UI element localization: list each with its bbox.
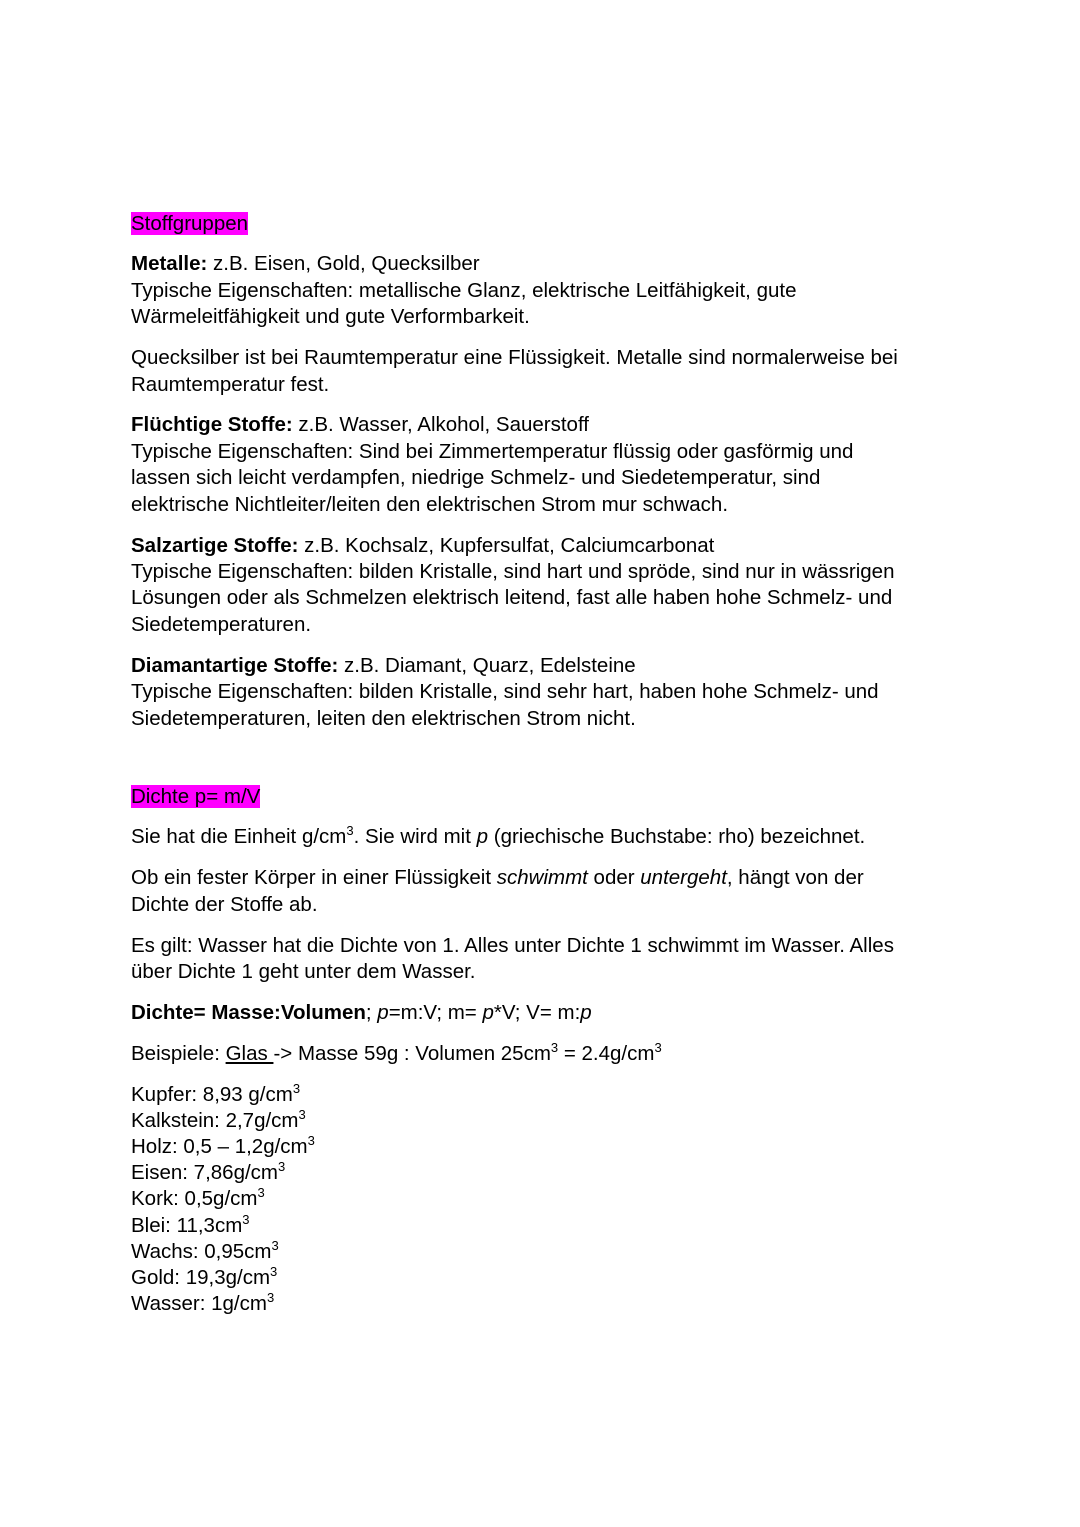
density-text: Gold: 19,3g/cm <box>131 1266 271 1290</box>
density-sup: 3 <box>298 1106 306 1122</box>
props-salzartige-line1: Typische Eigenschaften: bilden Kristalle, sind hart und spröde, sind nur in wässrigen <box>131 559 895 583</box>
density-sup: 3 <box>292 1080 301 1096</box>
density-text: Eisen: 7,86g/cm <box>131 1161 278 1185</box>
term-metalle: Metalle: <box>131 252 208 276</box>
formula-bold: Dichte= Masse:Volumen <box>131 1000 366 1024</box>
density-sup: 3 <box>271 1237 279 1253</box>
density-sup: 3 <box>278 1159 286 1175</box>
density-text: Blei: 11,3cm <box>131 1213 243 1237</box>
float-sink: untergeht <box>640 866 727 890</box>
density-sup: 3 <box>242 1211 250 1227</box>
formula-text-a: ; <box>365 1000 378 1024</box>
paragraph-metalle <box>131 251 961 330</box>
list-item <box>131 1082 961 1108</box>
float-text-c: , hängt von der <box>726 866 864 890</box>
props-salzartige-line3: Siedetemperaturen. <box>131 612 312 636</box>
list-item <box>131 1239 961 1265</box>
density-text: Kork: 0,5g/cm <box>131 1187 258 1211</box>
paragraph-unit <box>131 824 961 850</box>
density-text: Wasser: 1g/cm <box>131 1292 267 1316</box>
heading-highlight: Stoffgruppen <box>131 212 249 235</box>
paragraph-quecksilber <box>131 345 961 398</box>
unit-text-c: (griechische Buchstabe: rho) bezeichnet. <box>488 825 866 849</box>
list-item <box>131 1186 961 1212</box>
example-sup-1: 3 <box>550 1039 559 1055</box>
density-text: Kupfer: 8,93 g/cm <box>131 1082 293 1106</box>
props-fluechtige-line1: Typische Eigenschaften: Sind bei Zimmertemperatur flüssig oder gasförmig und <box>131 439 854 463</box>
list-item <box>131 1160 961 1186</box>
formula-rho-3: p <box>580 1000 592 1024</box>
props-metalle-line2: Wärmeleitfähigkeit und gute Verformbarkeit. <box>131 305 530 329</box>
example-text-b: = 2.4g/cm <box>558 1041 655 1065</box>
water-line1: Es gilt: Wasser hat die Dichte von 1. Alles unter Dichte 1 schwimmt im Wasser. Alles <box>131 933 894 957</box>
formula-text-c: *V; V= m: <box>493 1000 581 1024</box>
float-text-b: oder <box>587 866 641 890</box>
paragraph-salzartige <box>131 533 961 639</box>
rho-symbol: p <box>476 825 489 849</box>
paragraph-example <box>131 1041 961 1067</box>
unit-text-b: . Sie wird mit <box>353 825 477 849</box>
quecksilber-line1: Quecksilber ist bei Raumtemperatur eine Flüssigkeit. Metalle sind normalerweise bei <box>131 346 898 370</box>
list-item <box>131 1108 961 1134</box>
props-metalle-line1: Typische Eigenschaften: metallische Glanz, elektrische Leitfähigkeit, gute <box>131 278 797 302</box>
section-spacer <box>131 732 961 784</box>
example-label: Beispiele: <box>131 1041 226 1065</box>
float-swim: schwimmt <box>496 866 588 890</box>
section-heading-dichte <box>131 784 961 810</box>
term-diamantartige: Diamantartige Stoffe: <box>131 653 339 677</box>
density-sup: 3 <box>307 1133 315 1149</box>
density-list <box>131 1082 961 1318</box>
props-diamantartige-line2: Siedetemperaturen, leiten den elektrischen Strom nicht. <box>131 706 636 730</box>
example-text-a: -> Masse 59g : Volumen 25cm <box>273 1041 551 1065</box>
props-salzartige-line2: Lösungen oder als Schmelzen elektrisch leitend, fast alle haben hohe Schmelz- und <box>131 586 893 610</box>
paragraph-formula <box>131 1000 961 1026</box>
examples-fluechtige: z.B. Wasser, Alkohol, Sauerstoff <box>292 413 589 437</box>
document-page <box>131 211 961 1317</box>
quecksilber-line2: Raumtemperatur fest. <box>131 372 330 396</box>
density-text: Holz: 0,5 – 1,2g/cm <box>131 1135 308 1159</box>
paragraph-fluechtige <box>131 412 961 518</box>
props-diamantartige-line1: Typische Eigenschaften: bilden Kristalle, sind sehr hart, haben hohe Schmelz- und <box>131 680 879 704</box>
paragraph-floating <box>131 865 961 918</box>
examples-diamantartige: z.B. Diamant, Quarz, Edelsteine <box>338 653 636 677</box>
density-sup: 3 <box>266 1290 275 1306</box>
examples-salzartige: z.B. Kochsalz, Kupfersulfat, Calciumcarbonat <box>298 533 715 557</box>
example-sup-2: 3 <box>654 1039 662 1055</box>
formula-rho-1: p <box>377 1000 389 1024</box>
list-item <box>131 1265 961 1291</box>
term-salzartige: Salzartige Stoffe: <box>131 533 299 557</box>
paragraph-diamantartige <box>131 653 961 732</box>
example-glas: Glas <box>225 1041 274 1065</box>
water-line2: über Dichte 1 geht unter dem Wasser. <box>131 959 476 983</box>
density-sup: 3 <box>257 1185 265 1201</box>
paragraph-water <box>131 933 961 986</box>
unit-text-a: Sie hat die Einheit g/cm <box>131 825 347 849</box>
props-fluechtige-line2: lassen sich leicht verdampfen, niedrige Schmelz- und Siedetemperatur, sind <box>131 466 821 490</box>
unit-sup: 3 <box>346 823 354 839</box>
list-item <box>131 1134 961 1160</box>
term-fluechtige: Flüchtige Stoffe: <box>131 413 293 437</box>
float-text-a: Ob ein fester Körper in einer Flüssigkeit <box>131 866 497 890</box>
examples-metalle: z.B. Eisen, Gold, Quecksilber <box>207 252 480 276</box>
heading-highlight: Dichte p= m/V <box>131 784 261 808</box>
formula-text-b: =m:V; m= <box>388 1000 483 1024</box>
float-line2: Dichte der Stoffe ab. <box>131 892 318 916</box>
list-item <box>131 1291 961 1317</box>
section-heading-stoffgruppen <box>131 211 961 237</box>
density-sup: 3 <box>270 1264 278 1280</box>
density-text: Kalkstein: 2,7g/cm <box>131 1108 299 1132</box>
density-text: Wachs: 0,95cm <box>131 1239 272 1263</box>
formula-rho-2: p <box>482 1000 494 1024</box>
list-item <box>131 1213 961 1239</box>
props-fluechtige-line3: elektrische Nichtleiter/leiten den elektrischen Strom mur schwach. <box>131 492 729 516</box>
